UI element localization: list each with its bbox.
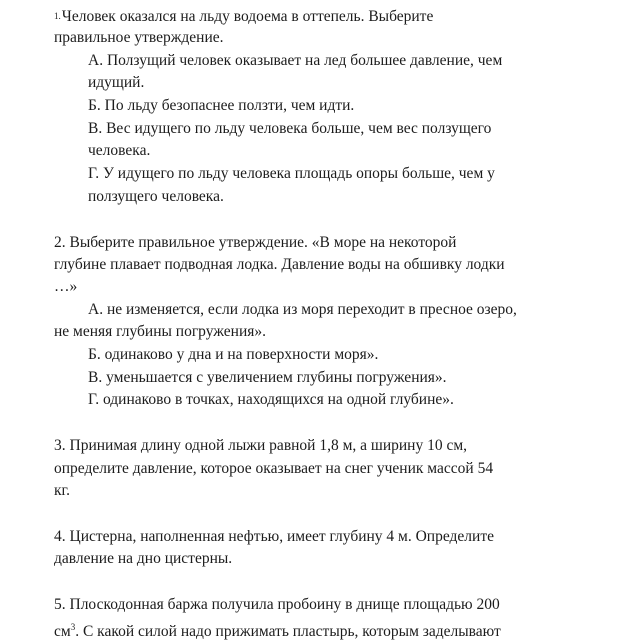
q5-line-2: $см^3$. С какой силой надо прижимать пластырь, которым заделывают (54, 622, 501, 640)
q1-option-c-line-2: человека. (88, 142, 151, 159)
q5-line-1: 5. Плоскодонная баржа получила пробоину в днище площадью 200 (54, 596, 500, 613)
q2-stem-line-1: 2. Выберите правильное утверждение. «В море на некоторой (54, 234, 457, 251)
q2-option-d: Г. одинаково в точках, находящихся на одной глубине». (88, 391, 454, 408)
q1-option-d-line-1: Г. У идущего по льду человека площадь опоры больше, чем у (88, 165, 495, 182)
q2-option-b: Б. одинаково у дна и на поверхности моря». (88, 346, 379, 363)
q1-stem-line-1: 1.Человек оказался на льду водоема в оттепель. Выберите (54, 8, 434, 25)
q3-line-1: 3. Принимая длину одной лыжи равной 1,8 м, а ширину 10 см, (54, 437, 468, 454)
q1-option-b: Б. По льду безопаснее ползти, чем идти. (88, 97, 355, 114)
q1-option-c-line-1: В. Вес идущего по льду человека больше, чем вес ползущего (88, 120, 492, 137)
q2-stem-line-2: глубине плавает подводная лодка. Давление воды на обшивку лодки (54, 256, 505, 273)
q1-option-d-line-2: ползущего человека. (88, 188, 224, 205)
q2-stem-line-3: …» (54, 278, 78, 295)
q4-line-1: 4. Цистерна, наполненная нефтью, имеет глубину 4 м. Определите (54, 528, 494, 545)
q1-number: 1. (54, 11, 61, 21)
q3-line-2: определите давление, которое оказывает на снег ученик массой 54 (54, 460, 494, 477)
q4-line-2: давление на дно цистерны. (54, 550, 233, 567)
q3-line-3: кг. (54, 482, 71, 499)
q1-option-a-line-1: А. Ползущий человек оказывает на лед большее давление, чем (88, 52, 503, 69)
q2-option-a-line-2: не меняя глубины погружения». (54, 323, 267, 340)
q2-option-c: В. уменьшается с увеличением глубины погружения». (88, 369, 447, 386)
q2-option-a-line-1: А. не изменяется, если лодка из моря переходит в пресное озеро, (88, 301, 517, 318)
q1-option-a-line-2: идущий. (88, 74, 145, 91)
q1-stem-line-2: правильное утверждение. (54, 29, 224, 46)
